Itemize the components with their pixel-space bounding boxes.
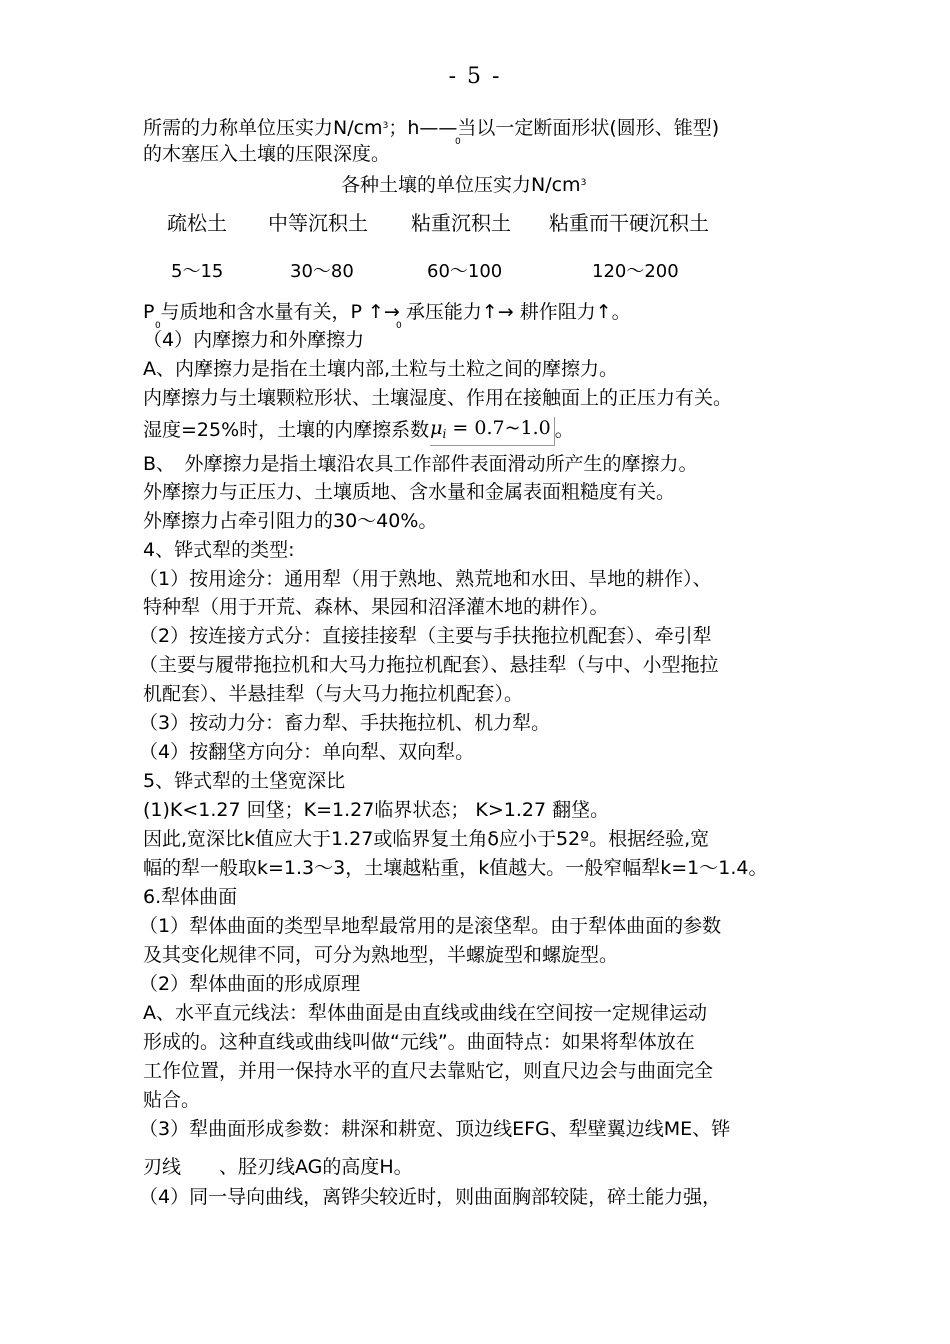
depth-definition: ——当以一定断面形状(圆形、锥型)	[419, 117, 720, 139]
text-line-type-usage-1: （1）按用途分：通用犁（用于熟地、熟荒地和水田、旱地的耕作）、	[139, 568, 712, 590]
text-line-inner-relation: 内摩擦力与土壤颗粒形状、土壤湿度、作用在接触面上的正压力有关。	[143, 387, 733, 409]
text-line-k-explanation-1: 因此,宽深比k值应大于1.27或临界复土角δ应小于52º。根据经验,宽	[143, 828, 710, 850]
text-line-outer-relation: 外摩擦力与正压力、土壤质地、含水量和金属表面粗糙度有关。	[143, 481, 676, 503]
text-line-type-connection-3: 机配套）、半悬挂犁（与大马力拖拉机配套）。	[143, 683, 524, 705]
humidity-text: 湿度=25%时，土壤的内摩擦系数	[143, 419, 430, 441]
table-header-hard-soil: 粘重而干硬沉积土	[549, 211, 709, 235]
text-line-humidity	[143, 417, 574, 446]
formula-value: = 0.7~1.0	[446, 417, 551, 439]
text-line-type-direction: （4）按翻垡方向分：单向犁、双向犁。	[139, 741, 475, 763]
text-line-depth: 的木塞压入土壤的压限深度。	[143, 143, 391, 165]
unit-pressure-text: 所需的力称单位压实力N/cm	[143, 117, 383, 139]
table-header-heavy-soil: 粘重沉积土	[411, 211, 511, 235]
friction-coefficient-formula	[430, 417, 555, 446]
formula-mu: μ	[430, 417, 443, 439]
page-number: - 5 -	[448, 64, 502, 89]
text-line-unit-pressure	[143, 113, 719, 141]
text-line-type-connection-1: （2）按连接方式分：直接挂接犁（主要与手扶拖拉机配套）、牵引犁	[139, 625, 712, 647]
table-title	[341, 170, 586, 198]
p-subscript-2: 0	[396, 321, 402, 331]
text-line-surface-params-2: 刃线 、胫刃线AG的高度H。	[143, 1156, 413, 1178]
text-line-surface-type-1: （1）犁体曲面的类型旱地犁最常用的是滚垡犁。由于犁体曲面的参数	[139, 915, 722, 937]
unit-superscript: 3	[382, 121, 389, 131]
table-header-medium-soil: 中等沉积土	[268, 211, 368, 235]
text-line-surface-type-2: 及其变化规律不同，可分为熟地型，半螺旋型和螺旋型。	[143, 944, 619, 966]
table-value-hard-soil: 120～200	[592, 261, 679, 282]
text-line-surface-principle: （2）犁体曲面的形成原理	[139, 973, 361, 995]
text-line-k-explanation-2: 幅的犁一般取k=1.3～3，土壤越粘重，k值越大。一般窄幅犁k=1～1.4。	[143, 857, 768, 879]
table-value-medium-soil: 30～80	[290, 261, 354, 282]
h-subscript: 0	[455, 137, 461, 147]
section-heading-width-depth: 5、铧式犁的土垡宽深比	[143, 770, 346, 792]
humidity-period: 。	[554, 419, 574, 441]
section-heading-friction: （4）内摩擦力和外摩擦力	[143, 329, 365, 351]
h-symbol: ；h	[388, 117, 420, 139]
text-line-type-connection-2: （主要与履带拖拉机和大马力拖拉机配套）、悬挂犁（与中、小型拖拉	[139, 654, 719, 676]
text-line-element-method-3: 工作位置，并用一保持水平的直尺去靠贴它，则直尺边会与曲面完全	[143, 1060, 714, 1082]
p-subscript-1: 0	[155, 321, 161, 331]
formula-subscript-i: i	[442, 427, 447, 441]
table-header-loose-soil: 疏松土	[167, 211, 227, 235]
section-heading-plow-surface: 6.犁体曲面	[143, 886, 238, 908]
text-line-outer-percentage: 外摩擦力占牵引阻力的30～40%。	[143, 510, 438, 532]
text-line-type-power: （3）按动力分：畜力犁、手扶拖拉机、机力犁。	[139, 712, 551, 734]
text-line-element-method-4: 贴合。	[143, 1089, 201, 1111]
text-line-surface-params-1: （3）犁曲面形成参数：耕深和耕宽、顶边线EFG、犁壁翼边线ME、铧	[139, 1118, 731, 1140]
table-title-text: 各种土壤的单位压实力N/cm	[341, 174, 581, 196]
table-title-superscript: 3	[580, 178, 587, 188]
text-line-outer-friction: B、 外摩擦力是指土壤沿农具工作部件表面滑动所产生的摩擦力。	[143, 453, 698, 475]
table-value-heavy-soil: 60～100	[427, 261, 503, 282]
text-line-guide-curve: （4）同一导向曲线，离铧尖较近时，则曲面胸部较陡，碎土能力强，	[139, 1186, 722, 1208]
text-line-p-relation: P 与质地和含水量有关，P ↑→ 承压能力↑→ 耕作阻力↑。	[143, 301, 631, 323]
text-line-element-method-2: 形成的。这种直线或曲线叫做“元线”。曲面特点：如果将犁体放在	[143, 1031, 695, 1053]
text-line-element-method-1: A、水平直元线法：犁体曲面是由直线或曲线在空间按一定规律运动	[143, 1002, 707, 1024]
section-heading-plow-types: 4、铧式犁的类型:	[143, 539, 295, 561]
table-value-loose-soil: 5～15	[171, 261, 224, 282]
text-line-inner-friction: A、内摩擦力是指在土壤内部,土粒与土粒之间的摩擦力。	[143, 358, 619, 380]
text-line-k-values: (1)K<1.27 回垡；K=1.27临界状态； K>1.27 翻垡。	[143, 799, 610, 821]
text-line-type-usage-2: 特种犁（用于开荒、森林、果园和沼泽灌木地的耕作）。	[143, 596, 609, 618]
